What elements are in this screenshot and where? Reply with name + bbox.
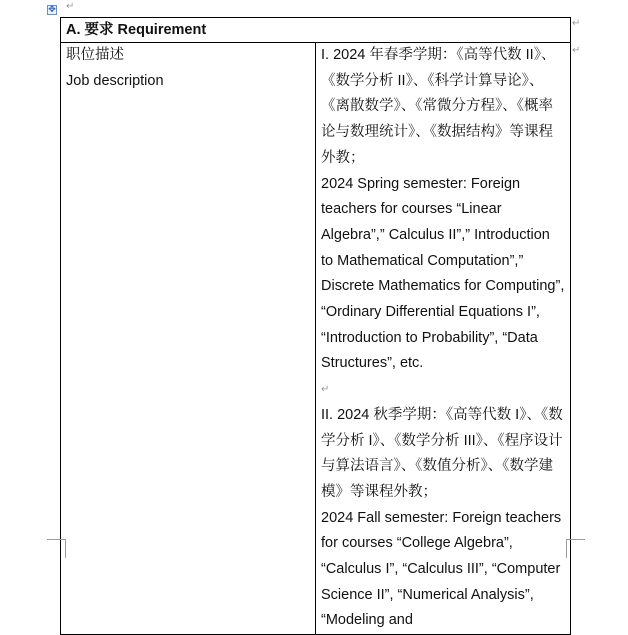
end-of-row-mark-icon: ↵ <box>572 18 581 29</box>
header-cell[interactable] <box>61 18 571 43</box>
table-row <box>61 43 571 635</box>
requirement-table <box>60 17 571 635</box>
table-header-row <box>61 18 571 43</box>
table-move-handle-icon[interactable]: ✥ <box>48 5 56 15</box>
label-cell[interactable] <box>61 43 316 635</box>
end-of-row-mark-icon: ↵ <box>572 45 581 56</box>
fall-semester-en: 2024 Fall semester: Foreign teachers for courses “College Algebra”, “Calculus I”, “Calculus III”, “Computer Science II”, “Numerical Analysis”, “Modeling and <box>321 509 562 629</box>
page-corner-marker-left <box>47 539 66 558</box>
empty-paragraph: ↵ <box>321 384 330 396</box>
fall-semester-cn: II. 2024 秋季学期：《高等代数 I》、《数学分析 I》、《数学分析 III》、《程序设计与算法语言》、《数值分析》、《数学建模》等课程外教； <box>321 406 563 500</box>
paragraph-mark-icon: ↵ <box>66 1 75 12</box>
page-corner-marker-right <box>566 539 585 558</box>
spring-semester-en: 2024 Spring semester: Foreign teachers for courses “Linear Algebra”,” Calculus II”,” Introduction to Mathematical Computation”,” Discrete Mathematics for Computing”, “Ordinary Differential Equations I”, “Introduction to Probability”, “Data Structures”, etc. <box>321 175 565 372</box>
spring-semester-cn: I. 2024 年春季学期：《高等代数 II》、《数学分析 II》、《科学计算导论》、《离散数学》、《常微分方程》、《概率论与数理统计》、《数据结构》等课程外教； <box>321 47 556 166</box>
label-chinese: 职位描述 <box>66 47 124 63</box>
content-cell[interactable] <box>316 43 571 635</box>
section-title: A. 要求 Requirement <box>66 22 207 38</box>
label-english: Job description <box>66 72 164 89</box>
